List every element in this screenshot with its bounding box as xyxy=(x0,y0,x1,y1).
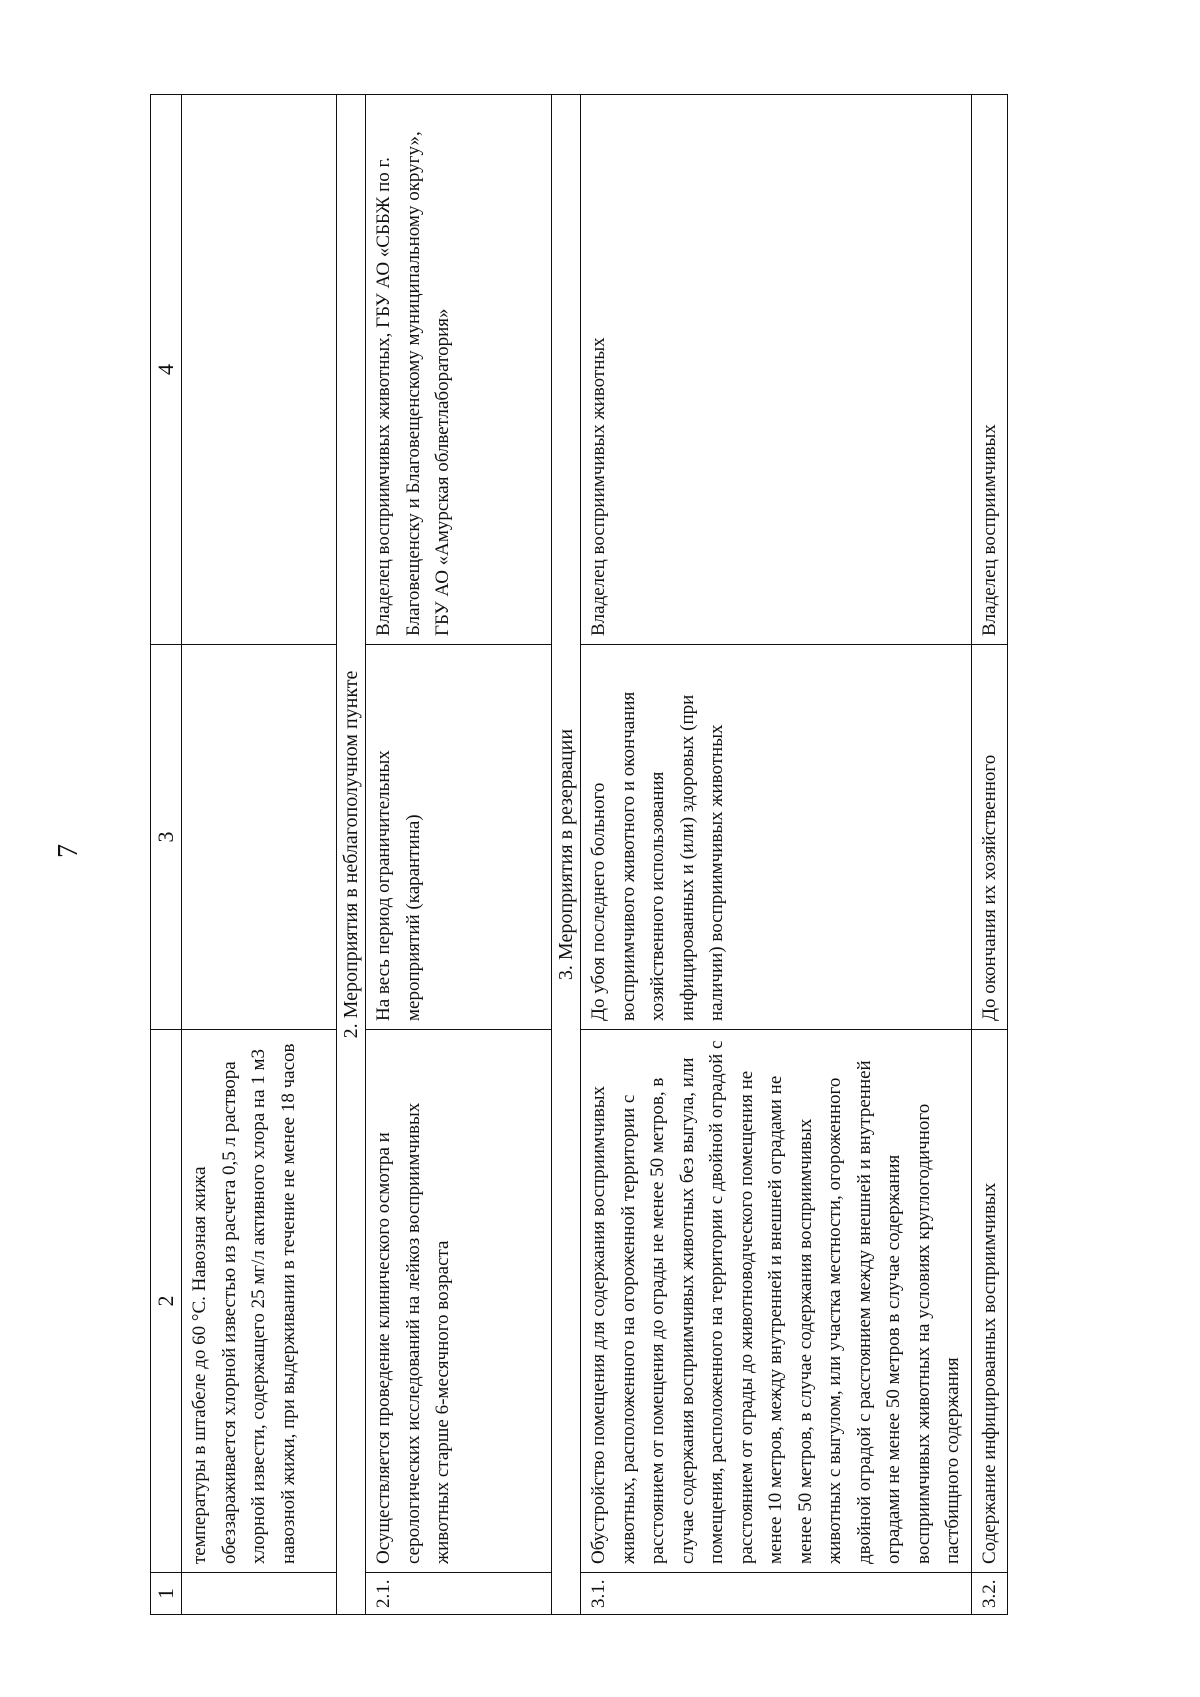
deadline-cell xyxy=(182,645,337,1030)
column-number-1: 1 xyxy=(151,1573,182,1615)
row-index: 3.2. xyxy=(971,1573,1008,1615)
table-row xyxy=(182,95,337,1615)
measure-cell: Осуществляется проведение клинического осмотра и серологических исследований на лейкоз восприимчивых животных старше 6-месячного возраста xyxy=(366,1030,552,1573)
responsible-cell xyxy=(182,95,337,645)
page-number: 7 xyxy=(53,844,84,858)
measure-cell: Содержание инфицированных восприимчивых xyxy=(971,1030,1008,1573)
rotated-table-sheet xyxy=(150,95,1070,1615)
measures-table xyxy=(150,94,1008,1615)
section-header-row xyxy=(552,95,581,1615)
column-number-4: 4 xyxy=(151,95,182,645)
column-number-2: 2 xyxy=(151,1030,182,1573)
deadline-cell: До окончания их хозяйственного xyxy=(971,645,1008,1030)
section-header-row xyxy=(337,95,366,1615)
responsible-cell: Владелец восприимчивых xyxy=(971,95,1008,645)
deadline-cell: На весь период ограничительных мероприятий (карантина) xyxy=(366,645,552,1030)
row-index: 2.1. xyxy=(366,1573,552,1615)
deadline-cell: До убоя последнего больного восприимчивого животного и окончания хозяйственного использования инфицированных и (или) здоровых (при наличии) восприимчивых животных xyxy=(581,645,972,1030)
table-row xyxy=(366,95,552,1615)
responsible-cell: Владелец восприимчивых животных, ГБУ АО «СББЖ по г. Благовещенску и Благовещенскому муниципальному округу», ГБУ АО «Амурская облветлаборатория» xyxy=(366,95,552,645)
measure-cell: температуры в штабеле до 60 °С. Навозная жижа обеззараживается хлорной известью из расчета 0,5 л раствора хлорной извести, содержащего 25 мг/л активного хлора на 1 м3 навозной жижи, при выдерживании в течение не менее 18 часов xyxy=(182,1030,337,1573)
column-number-row xyxy=(151,95,182,1615)
row-index: 3.1. xyxy=(581,1573,972,1615)
table-row xyxy=(581,95,972,1615)
section-title: 2. Мероприятия в неблагополучном пункте xyxy=(337,95,366,1615)
column-number-3: 3 xyxy=(151,645,182,1030)
table-row xyxy=(971,95,1008,1615)
responsible-cell: Владелец восприимчивых животных xyxy=(581,95,972,645)
measure-cell: Обустройство помещения для содержания восприимчивых животных, расположенного на огороженной территории с расстоянием от помещения до ограды не менее 50 метров, в случае содержания восприимчивых животных без выгула, или помещения, расположенного на территории с двойной оградой с расстоянием от ограды до животноводческого помещения не менее 10 метров, между внутренней и внешней оградами не менее 50 метров, в случае содержания восприимчивых животных с выгулом, или участка местности, огороженного двойной оградой с расстоянием между внешней и внутренней оградами не менее 50 метров в случае содержания восприимчивых животных на условиях круглогодичного пастбищного содержания xyxy=(581,1030,972,1573)
row-index xyxy=(182,1573,337,1615)
section-title: 3. Мероприятия в резервации xyxy=(552,95,581,1615)
